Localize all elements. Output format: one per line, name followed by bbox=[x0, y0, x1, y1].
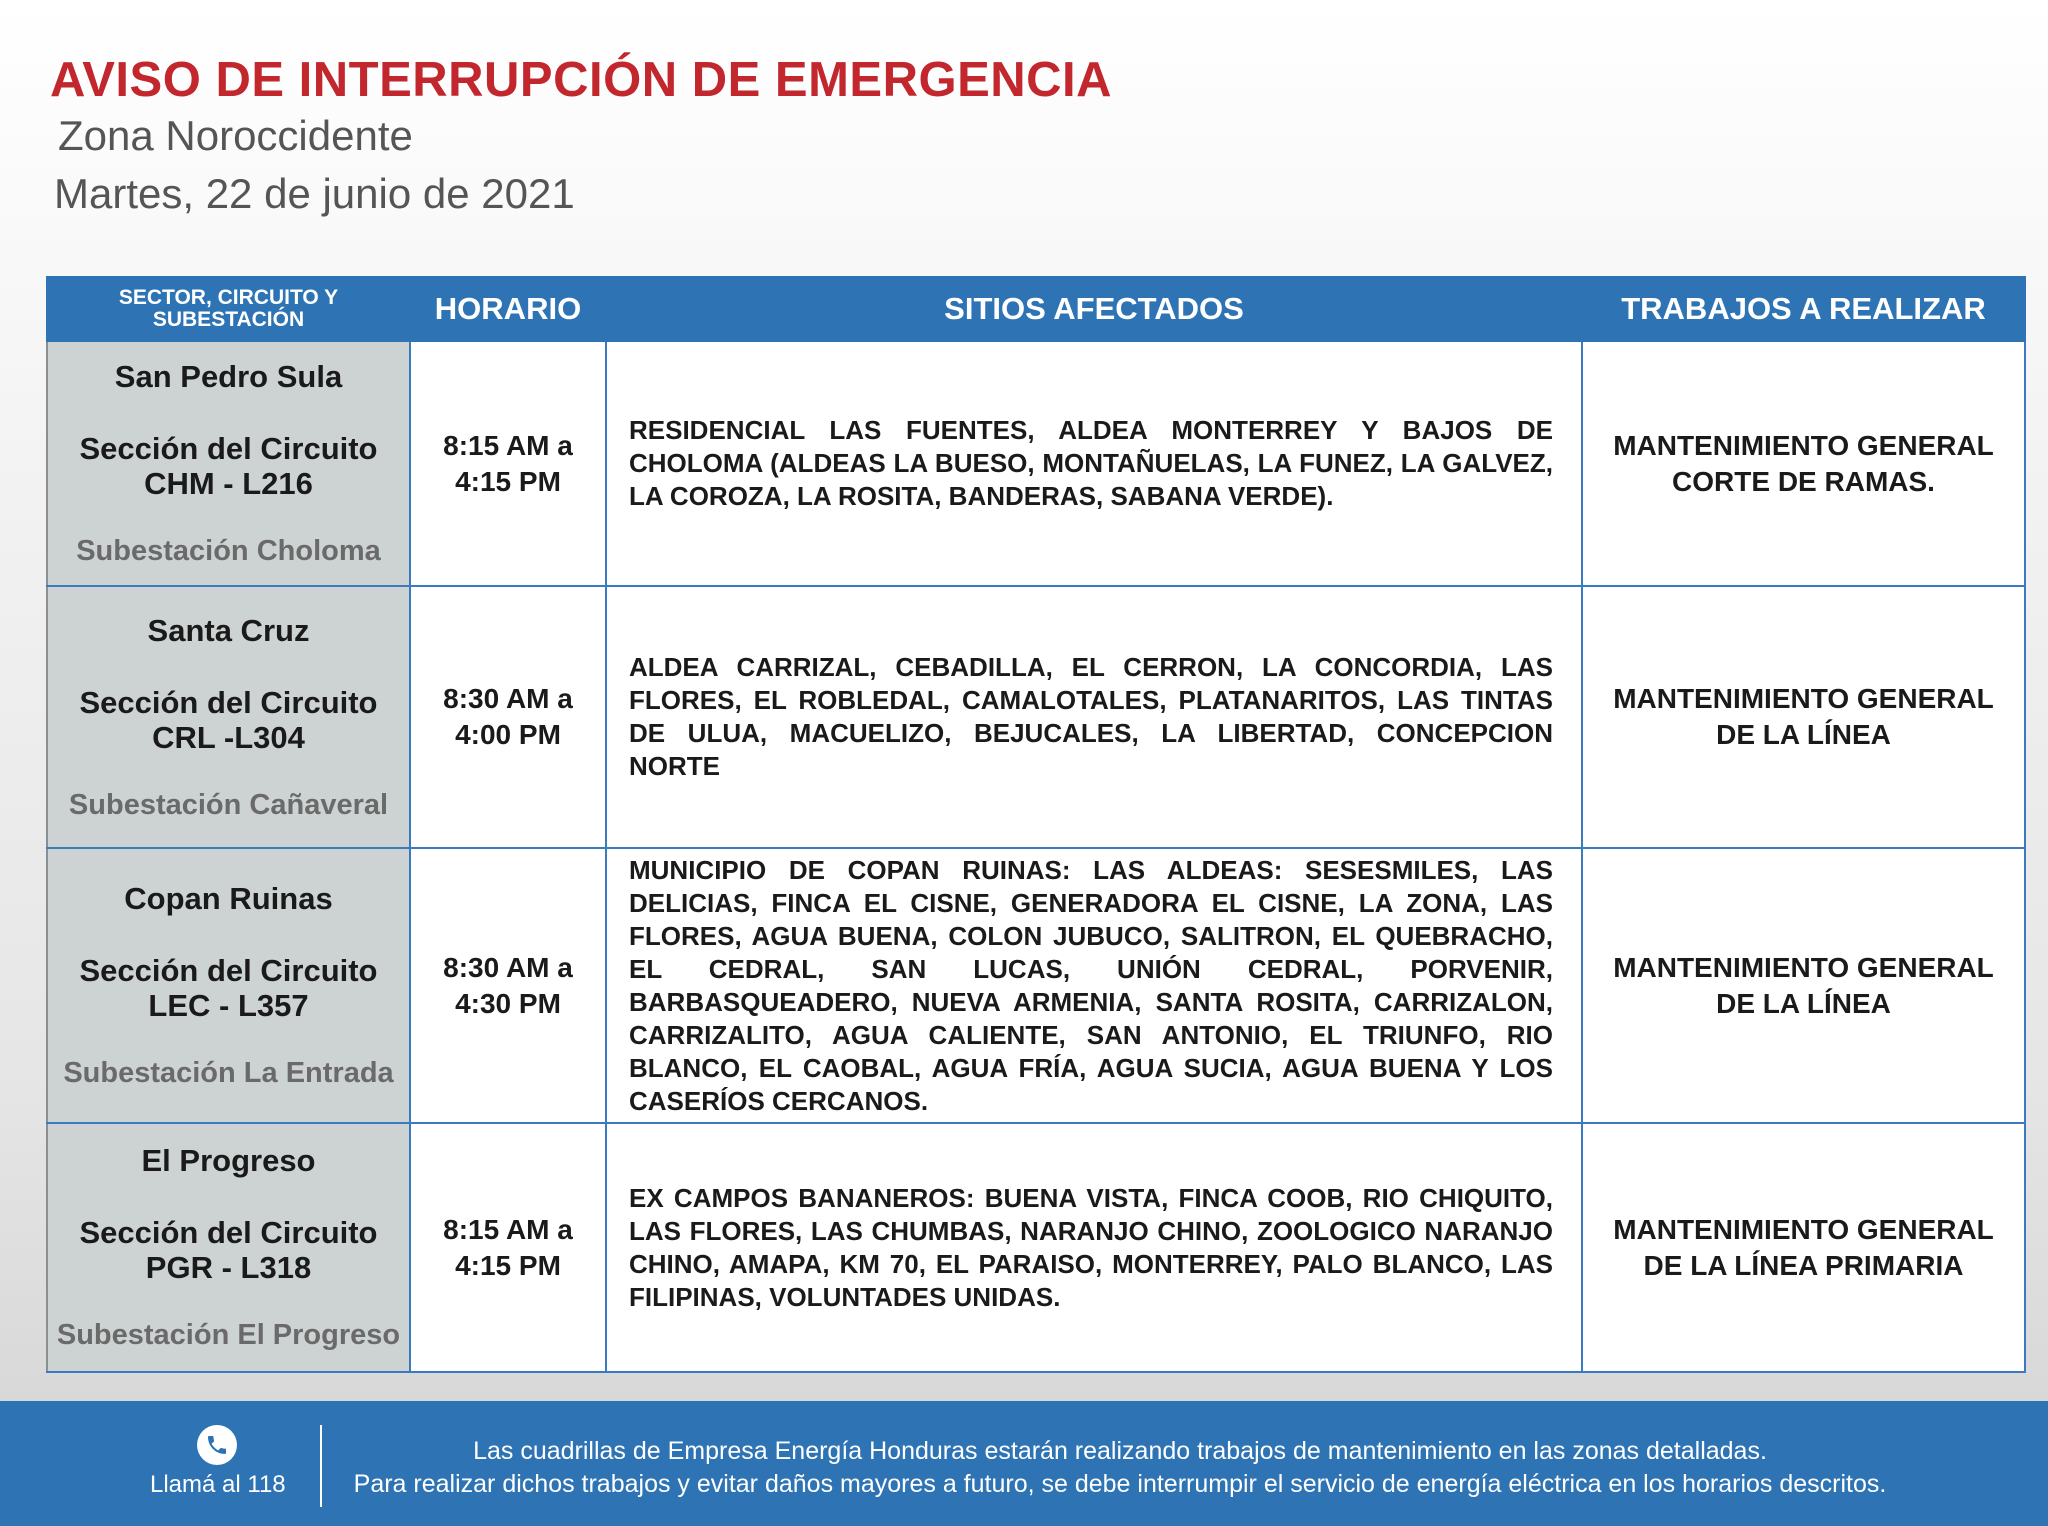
work-line: DE LA LÍNEA PRIMARIA bbox=[1643, 1249, 1964, 1281]
column-header-sector: SECTOR, CIRCUITO Y SUBESTACIÓN bbox=[47, 277, 410, 341]
time-start: 8:15 AM a bbox=[443, 1213, 573, 1245]
sector-name: El Progreso bbox=[141, 1143, 316, 1178]
substation-name: Subestación Choloma bbox=[76, 535, 381, 567]
outage-table-container bbox=[46, 276, 2024, 1369]
sector-name: Santa Cruz bbox=[147, 612, 310, 648]
table-header-row bbox=[47, 277, 2025, 341]
table-row bbox=[47, 848, 2025, 1123]
circuit-code: CHM - L216 bbox=[144, 466, 313, 501]
circuit-label: Sección del Circuito bbox=[79, 953, 378, 988]
footer-divider bbox=[320, 1425, 322, 1507]
footer-message bbox=[340, 1435, 1900, 1501]
sector-cell bbox=[47, 341, 410, 586]
sector-cell bbox=[47, 848, 410, 1123]
work-line: CORTE DE RAMAS. bbox=[1672, 465, 1935, 497]
table-row bbox=[47, 341, 2025, 586]
time-end: 4:15 PM bbox=[455, 1249, 561, 1281]
time-start: 8:15 AM a bbox=[443, 429, 573, 461]
affected-sites-cell: RESIDENCIAL LAS FUENTES, ALDEA MONTERREY Y BAJOS DE CHOLOMA (ALDEAS LA BUESO, MONTAÑUELAS, LA FUNEZ, LA GALVEZ, LA COROZA, LA ROSITA, BANDERAS, SABANA VERDE). bbox=[606, 341, 1582, 586]
footer-line: Para realizar dichos trabajos y evitar daños mayores a futuro, se debe interrumpir el servicio de energía eléctrica en los horarios descritos. bbox=[353, 1470, 1887, 1498]
time-end: 4:15 PM bbox=[455, 465, 561, 497]
circuit-label: Sección del Circuito bbox=[79, 684, 378, 720]
circuit-code: CRL -L304 bbox=[152, 719, 305, 755]
sector-cell bbox=[47, 586, 410, 848]
schedule-cell bbox=[410, 1123, 606, 1372]
sector-name: San Pedro Sula bbox=[114, 359, 343, 394]
affected-sites-cell: MUNICIPIO DE COPAN RUINAS: LAS ALDEAS: SESESMILES, LAS DELICIAS, FINCA EL CISNE, GENERADORA EL CISNE, LA ZONA, LAS FLORES, AGUA BUENA, COLON JUBUCO, SALITRON, EL QUEBRACHO, EL CEDRAL, SAN LUCAS, UNIÓN CEDRAL, PORVENIR, BARBASQUEADERO, NUEVA ARMENIA, SANTA ROSITA, CARRIZALON, CARRIZALITO, AGUA CALIENTE, SAN ANTONIO, EL TRIUNFO, RIO BLANCO, EL CAOBAL, AGUA FRÍA, AGUA SUCIA, AGUA BUENA Y LOS CASERÍOS CERCANOS. bbox=[606, 848, 1582, 1123]
circuit-code: LEC - L357 bbox=[148, 988, 309, 1023]
column-header-affected-sites: SITIOS AFECTADOS bbox=[606, 277, 1582, 341]
time-start: 8:30 AM a bbox=[443, 683, 573, 714]
work-cell bbox=[1582, 848, 2025, 1123]
work-cell bbox=[1582, 586, 2025, 848]
circuit-label: Sección del Circuito bbox=[79, 431, 378, 466]
circuit-label: Sección del Circuito bbox=[79, 1215, 378, 1250]
zone-subtitle: Zona Noroccidente bbox=[58, 112, 413, 159]
work-line: MANTENIMIENTO GENERAL bbox=[1613, 951, 1994, 983]
schedule-cell bbox=[410, 586, 606, 848]
date-subtitle: Martes, 22 de junio de 2021 bbox=[54, 170, 575, 217]
time-start: 8:30 AM a bbox=[443, 951, 573, 983]
substation-name: Subestación La Entrada bbox=[63, 1057, 394, 1089]
footer-line: Las cuadrillas de Empresa Energía Honduras estarán realizando trabajos de mantenimiento en las zonas detalladas. bbox=[473, 1437, 1767, 1465]
column-header-schedule: HORARIO bbox=[410, 277, 606, 341]
work-line: DE LA LÍNEA bbox=[1716, 719, 1891, 750]
work-cell bbox=[1582, 1123, 2025, 1372]
table-row bbox=[47, 586, 2025, 848]
time-end: 4:00 PM bbox=[455, 719, 561, 750]
work-line: DE LA LÍNEA bbox=[1716, 987, 1891, 1019]
sector-name: Copan Ruinas bbox=[124, 881, 333, 916]
time-end: 4:30 PM bbox=[455, 987, 561, 1019]
outage-table bbox=[46, 276, 2026, 1373]
substation-name: Subestación El Progreso bbox=[56, 1319, 401, 1351]
work-cell bbox=[1582, 341, 2025, 586]
substation-name: Subestación Cañaveral bbox=[68, 788, 389, 821]
call-label: Llamá al 118 bbox=[150, 1471, 286, 1498]
table-row bbox=[47, 1123, 2025, 1372]
affected-sites-cell: EX CAMPOS BANANEROS: BUENA VISTA, FINCA COOB, RIO CHIQUITO, LAS FLORES, LAS CHUMBAS, NARANJO CHINO, ZOOLOGICO NARANJO CHINO, AMAPA, KM 70, EL PARAISO, MONTERREY, PALO BLANCO, LAS FILIPINAS, VOLUNTADES UNIDAS. bbox=[606, 1123, 1582, 1372]
sector-cell bbox=[47, 1123, 410, 1372]
work-line: MANTENIMIENTO GENERAL bbox=[1613, 429, 1994, 461]
column-header-work: TRABAJOS A REALIZAR bbox=[1582, 277, 2025, 341]
footer-banner bbox=[0, 1401, 2048, 1526]
schedule-cell bbox=[410, 341, 606, 586]
circuit-code: PGR - L318 bbox=[145, 1250, 312, 1285]
work-line: MANTENIMIENTO GENERAL bbox=[1613, 683, 1994, 714]
affected-sites-cell: ALDEA CARRIZAL, CEBADILLA, EL CERRON, LA CONCORDIA, LAS FLORES, EL ROBLEDAL, CAMALOTALES, PLATANARITOS, LAS TINTAS DE ULUA, MACUELIZO, BEJUCALES, LA LIBERTAD, CONCEPCION NORTE bbox=[606, 586, 1582, 848]
phone-icon bbox=[197, 1425, 237, 1465]
page-title: AVISO DE INTERRUPCIÓN DE EMERGENCIA bbox=[50, 53, 1113, 107]
work-line: MANTENIMIENTO GENERAL bbox=[1613, 1213, 1994, 1245]
schedule-cell bbox=[410, 848, 606, 1123]
